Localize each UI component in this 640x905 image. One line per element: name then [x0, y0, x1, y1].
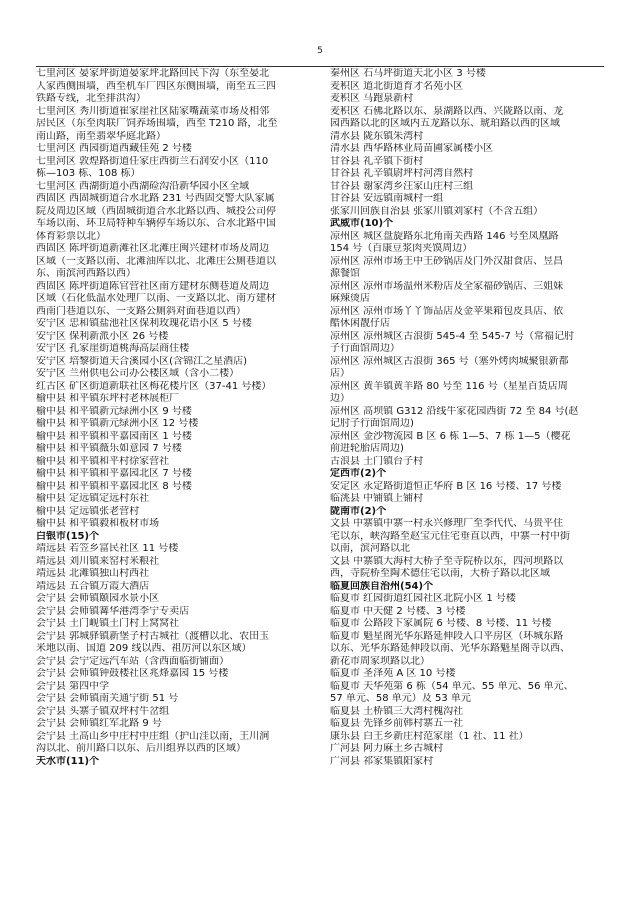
area-entry-line: 榆中县 和平镇和平嘉园北区 7 号楼	[36, 468, 192, 479]
area-entry-line: 甘谷县 礼辛镇尉坪村河湾自然村	[330, 168, 474, 179]
area-entry-line: 57 单元、58 单元）及 53 单元	[330, 693, 471, 704]
area-entry-line: 子行面馆周边）	[330, 343, 400, 354]
city-heading: 天水市(11)个	[36, 755, 100, 767]
area-entry-line: 安宁区 忠和镇盐池社区保利玫瑰花语小区 5 号楼	[36, 318, 252, 329]
area-entry-line: 安宁区 孔家崖街道桃海高层商住楼	[36, 343, 190, 354]
area-entry-line: 会宁县 郭城驿镇新堡子村古城社（渡槽以北、农田玉	[36, 630, 270, 642]
area-entry-line: 院及周边区域（西固城街道合水北路以西、城投公司停	[36, 205, 276, 217]
area-entry-line: 文县 中寨镇中寨一村永兴修理厂至李代代、马贵平住	[330, 518, 564, 529]
area-entry-line: 七里河区 西湖街道小西湖硷沟沿新华园小区全域	[36, 180, 250, 192]
area-entry-line: 店）	[330, 368, 350, 379]
area-entry-line: 凉州区 凉州城区古浪街 545-4 至 545-7 号（常福记肘	[330, 330, 575, 342]
area-entry-line: 会宁县 会师镇钟鼓楼社区兆烽嘉园 15 号楼	[36, 668, 229, 679]
area-entry-line: 区域（石化低温水处理厂以南、一支路以北、南方建材	[36, 293, 276, 304]
area-entry-line: 榆中县 和平镇薇乐如意园 7 号楼	[36, 443, 182, 454]
area-entry-line: 七里河区 晏家坪街道晏家坪北路回民下沟（东至晏北	[36, 68, 270, 79]
area-entry-line: 靖远县 北滩镇独山村西社	[36, 568, 150, 579]
area-entry-line: 前进轮胎店周边)	[330, 443, 404, 454]
area-entry-line: 会宁县 第四中学	[36, 680, 110, 692]
area-entry-line: 沟以北、前川路口以东、后川组界以西的区域）	[36, 743, 246, 754]
area-entry-line: 文县 中寨镇大海村大桥子至寺院桥以东，四河坝路以	[330, 555, 564, 567]
area-entry-line: 154 号（百康豆浆肉夹馍周边）	[330, 243, 473, 254]
area-entry-line: 会宁县 会师镇颐园水景小区	[36, 593, 160, 604]
city-heading: 白银市(15)个	[36, 530, 100, 542]
area-entry-line: 居民区（东至肉联厂饲养场围墙，西至 T210 路，北至	[36, 118, 278, 129]
area-entry-line: 西固区 陈坪街道新滩社区北滩庄闽兴建材市场及周边	[36, 243, 270, 254]
page-number: 5	[317, 46, 323, 56]
area-entry-line: 临夏市 圣泽苑 A 区 10 号楼	[330, 668, 456, 679]
area-entry-line: 临夏市 天华苑第 6 栋（54 单元、55 单元、56 单元、	[330, 680, 574, 692]
area-entry-line: 南山路，南至翡翠华庭北路）	[36, 130, 166, 142]
right-column	[330, 68, 612, 768]
area-entry-line: 临夏县 先锋乡前韩村寨五一社	[330, 718, 464, 729]
area-entry-line: 米地以南、国道 209 线以西、祖厉河以东区域）	[36, 643, 252, 654]
area-entry-line: 以东、光华东路延伸段以南、光华东路魁星阁寺以西、	[330, 643, 570, 654]
area-entry-line: 广河县 阿力麻土乡古城村	[330, 743, 444, 754]
area-entry-line: 靖远县 五合镇万霞大酒店	[36, 580, 150, 592]
area-entry-line: 靖远县 若笠乡富民社区 11 号楼	[36, 543, 179, 554]
area-entry-line: 临夏市 公路段下家属院 6 号楼、8 号楼、11 号楼	[330, 618, 552, 629]
area-entry-line: 榆中县 和平镇东坪村老林展柜厂	[36, 393, 180, 404]
area-entry-line: 榆中县 和平镇新元绿洲小区 9 号楼	[36, 405, 192, 417]
area-entry-line: 榆中县 和平镇和平村徐家营社	[36, 455, 170, 467]
area-entry-line: 榆中县 和平镇新元绿洲小区 12 号楼	[36, 418, 199, 429]
area-entry-line: 麦积区 马跑泉新村	[330, 93, 414, 104]
area-entry-line: 铁路专线，北至排洪沟）	[36, 93, 146, 104]
area-entry-line: 临夏市 魁星阁光华东路延伸段入口平房区（环城东路	[330, 630, 564, 642]
area-entry-line: 靖远县 刘川镇来窑村米粮社	[36, 555, 160, 567]
area-entry-line: 榆中县 定远镇张老营村	[36, 505, 140, 517]
area-entry-line: 车场以南、环卫局特种车辆停车场以东、合水北路中国	[36, 218, 276, 229]
area-entry-line: 酷休闲靓仔店	[330, 318, 390, 329]
area-entry-line: 会宁县 会师镇红军北路 9 号	[36, 718, 162, 729]
area-entry-line: 安定区 永定路街道恒正华府 B 区 16 号楼、17 号楼	[330, 480, 562, 492]
area-entry-line: 凉州区 黄羊镇黄羊路 80 号至 116 号（星星百货店周	[330, 380, 568, 392]
area-entry-line: 临夏市 红园街道红园社区北院小区 1 号楼	[330, 593, 516, 604]
city-heading: 陇南市(2)个	[330, 505, 387, 517]
area-entry-line: 宅以东，峡沟路至赵宝元住宅垂直以西，中寨一村中街	[330, 530, 570, 542]
area-entry-line: 记肘子行面馆周边)	[330, 418, 414, 429]
area-entry-line: 榆中县 和平镇和平嘉园北区 8 号楼	[36, 480, 192, 492]
area-entry-line: 凉州区 金沙物流园 B 区 6 栋 1—5、7 栋 1—5（樱花	[330, 430, 571, 442]
area-entry-line: 榆中县 定远镇定远村东社	[36, 493, 150, 504]
area-entry-line: 西固区 陈坪街道陈官营社区南方建材东侧巷道及周边	[36, 280, 270, 292]
area-entry-line: 会宁县 土门岘镇土门村上窝窝社	[36, 618, 180, 629]
area-entry-line: 张家川回族自治县 张家川镇刘家村（不含五组）	[330, 205, 544, 217]
area-entry-line: 凉州区 凉州市场丫丫饰品店及金苹果箱包皮具店、依	[330, 305, 564, 317]
area-entry-line: 麦积区 道北街道育才名苑小区	[330, 80, 464, 92]
left-column	[36, 68, 318, 768]
area-entry-line: 边）	[330, 393, 350, 404]
area-entry-line: 麻辣烫店	[330, 293, 370, 304]
city-heading: 武威市(10)个	[330, 218, 394, 229]
area-entry-line: 会宁县 土高山乡中庄村中庄组（护山洼以南，王川涧	[36, 730, 270, 742]
area-entry-line: 会宁县 会宁定远汽车站（含西面临街铺面）	[36, 655, 230, 667]
area-entry-line: 会宁县 头寨子镇双坪村牛岔组	[36, 705, 170, 717]
area-entry-line: 清水县 西华路林业局苗圃家属楼小区	[330, 143, 494, 154]
area-entry-line: 园西路以北的区域内五龙路以东、琥珀路以西的区域	[330, 118, 560, 129]
area-entry-line: 红古区 矿区街道新联社区梅花楼片区（37-41 号楼）	[36, 380, 272, 392]
area-entry-line: 源餐馆	[330, 268, 360, 279]
city-heading: 临夏回族自治州(54)个	[330, 580, 434, 592]
area-entry-line: 古浪县 土门镇台子村	[330, 455, 424, 467]
area-entry-line: 甘谷县 安远镇南城村一组	[330, 193, 444, 204]
area-entry-line: 以南，滨河路以北	[330, 543, 410, 554]
area-entry-line: 西固区 西固城街道合水北路 231 号西固交警大队家属	[36, 193, 275, 204]
area-entry-line: 榆中县 和平镇和平嘉园南区 1 号楼	[36, 430, 192, 442]
area-entry-line: 凉州区 凉州市场王中王砂锅店及门外汉甜食店、昱昌	[330, 255, 564, 267]
area-entry-line: 临洮县 中铺镇上铺村	[330, 493, 424, 504]
area-entry-line: 麦积区 石佛北路以东、泉湖路以西、兴陇路以南、龙	[330, 105, 564, 117]
area-entry-line: 甘谷县 礼辛镇下街村	[330, 155, 424, 167]
area-entry-line: 凉州区 城区盘旋路东北角南关西路 146 号至凤凰路	[330, 230, 559, 242]
area-entry-line: 西，寺院桥至陶术德住宅以南，大桥子路以北区域	[330, 568, 550, 579]
area-entry-line: 体育彩票以北）	[36, 230, 106, 242]
area-entry-line: 七里河区 秀川街道崔家崖社区陆家嘴蔬菜市场及相邻	[36, 105, 270, 117]
area-entry-line: 凉州区 高坝镇 G312 沿线牛家花园西街 72 至 84 号(赵	[330, 405, 579, 417]
area-entry-line: 安宁区 保利新派小区 26 号楼	[36, 330, 169, 342]
area-entry-line: 临夏县 土桥镇三大湾村槐沟社	[330, 705, 464, 717]
area-entry-line: 安宁区 培黎街道天合溪园小区(含锦江之星酒店)	[36, 355, 247, 367]
area-entry-line: 七里河区 敦煌路街道任家庄西街兰石润安小区（110	[36, 155, 269, 167]
area-entry-line: 西南门巷道以东、一支路公厕斜对面巷道以西）	[36, 305, 246, 317]
area-entry-line: 新花市周家坝路以北）	[330, 655, 430, 667]
area-entry-line: 清水县 陇东镇朱湾村	[330, 130, 424, 142]
area-entry-line: 安宁区 兰州供电公司办公楼区域（含小二楼）	[36, 368, 240, 379]
area-entry-line: 康乐县 白王乡新庄村范家崖（1 社、11 社）	[330, 730, 529, 742]
area-entry-line: 榆中县 和平镇毅和板材市场	[36, 518, 160, 529]
area-entry-line: 七里河区 西园街道西藏佳苑 2 号楼	[36, 143, 192, 154]
header-rule	[36, 66, 604, 67]
area-entry-line: 栋—103 栋、108 栋）	[36, 168, 141, 179]
area-entry-line: 区域（一支路以南、北滩油库以北、北滩庄公厕巷道以	[36, 255, 276, 267]
area-entry-line: 人家西侧围墙，西至机车厂四区东侧围墙，南至五三四	[36, 80, 276, 92]
area-entry-line: 东、南滨河西路以西）	[36, 268, 136, 279]
city-heading: 定西市(2)个	[330, 468, 387, 479]
area-entry-line: 广河县 祁家集镇阳家村	[330, 755, 434, 767]
area-entry-line: 秦州区 石马坪街道天北小区 3 号楼	[330, 68, 486, 79]
area-entry-line: 会宁县 会师镇南关通宁街 51 号	[36, 693, 179, 704]
area-entry-line: 甘谷县 谢家湾乡汪家山庄村三组	[330, 180, 474, 192]
area-entry-line: 凉州区 凉州市场温州米粉店及全家福砂锅店、三姐妹	[330, 280, 564, 292]
area-entry-line: 会宁县 会师镇篝华港湾李宁专卖店	[36, 605, 190, 617]
area-entry-line: 凉州区 凉州城区古浪街 365 号（塞外烤肉城聚银新都	[330, 355, 569, 367]
area-entry-line: 临夏市 中天健 2 号楼、3 号楼	[330, 605, 466, 617]
